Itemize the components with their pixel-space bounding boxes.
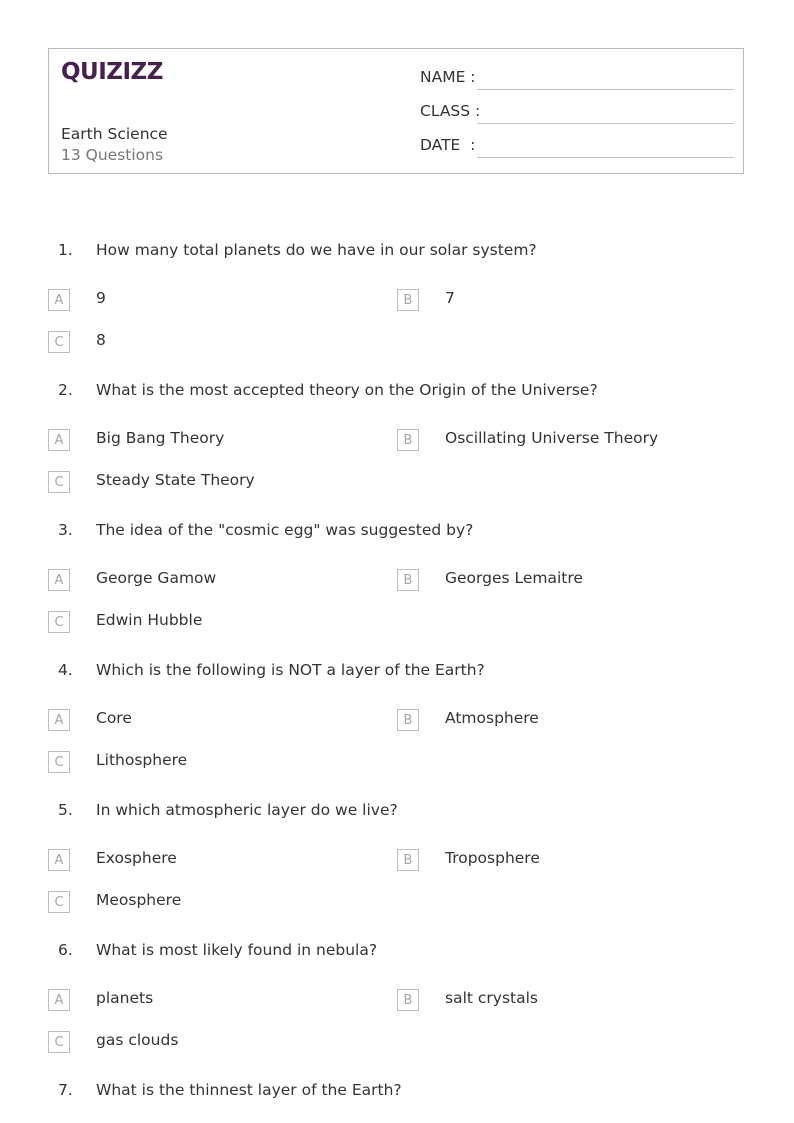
name-line[interactable] <box>477 89 734 90</box>
option-letter-box[interactable]: B <box>397 569 419 591</box>
option-text: Meosphere <box>96 891 182 909</box>
question-number: 2. <box>58 381 73 399</box>
option-letter-box[interactable]: B <box>397 849 419 871</box>
question-number: 5. <box>58 801 73 819</box>
option-text: salt crystals <box>445 989 538 1007</box>
question-2 <box>0 381 794 521</box>
question-3 <box>0 521 794 661</box>
option-letter-box[interactable]: C <box>48 1031 70 1053</box>
question-number: 4. <box>58 661 73 679</box>
class-label: CLASS : <box>420 102 481 120</box>
question-6 <box>0 941 794 1081</box>
question-text: How many total planets do we have in our solar system? <box>96 241 537 259</box>
option-text: planets <box>96 989 154 1007</box>
option-text: Steady State Theory <box>96 471 255 489</box>
option-text: Oscillating Universe Theory <box>445 429 659 447</box>
option-letter-box[interactable]: A <box>48 849 70 871</box>
option-text: Core <box>96 709 132 727</box>
question-text: What is most likely found in nebula? <box>96 941 378 959</box>
option-text: Troposphere <box>445 849 540 867</box>
option-letter-box[interactable]: C <box>48 471 70 493</box>
question-1 <box>0 241 794 381</box>
question-number: 1. <box>58 241 73 259</box>
option-text: 7 <box>445 289 455 307</box>
option-letter-box[interactable]: B <box>397 989 419 1011</box>
question-text: Which is the following is NOT a layer of the Earth? <box>96 661 485 679</box>
class-field[interactable] <box>420 102 734 124</box>
question-text: What is the thinnest layer of the Earth? <box>96 1081 402 1099</box>
name-label: NAME : <box>420 68 476 86</box>
name-field[interactable] <box>420 68 734 90</box>
option-letter-box[interactable]: C <box>48 331 70 353</box>
question-number: 6. <box>58 941 73 959</box>
option-letter-box[interactable]: C <box>48 891 70 913</box>
question-4 <box>0 661 794 801</box>
option-text: Lithosphere <box>96 751 188 769</box>
option-text: 8 <box>96 331 106 349</box>
question-7 <box>0 1081 794 1111</box>
option-letter-box[interactable]: A <box>48 289 70 311</box>
option-letter-box[interactable]: B <box>397 289 419 311</box>
question-number: 3. <box>58 521 73 539</box>
question-text: In which atmospheric layer do we live? <box>96 801 398 819</box>
worksheet-header <box>48 48 744 174</box>
date-line[interactable] <box>477 157 734 158</box>
question-number: 7. <box>58 1081 73 1099</box>
option-text: 9 <box>96 289 106 307</box>
quizizz-logo: QUIZIZZ <box>61 59 163 85</box>
option-text: Atmosphere <box>445 709 539 727</box>
option-letter-box[interactable]: A <box>48 989 70 1011</box>
date-label: DATE : <box>420 136 476 154</box>
question-5 <box>0 801 794 941</box>
option-text: Big Bang Theory <box>96 429 225 447</box>
option-letter-box[interactable]: A <box>48 429 70 451</box>
class-line[interactable] <box>477 123 734 124</box>
option-text: Georges Lemaitre <box>445 569 583 587</box>
question-text: What is the most accepted theory on the Origin of the Universe? <box>96 381 598 399</box>
question-text: The idea of the "cosmic egg" was suggested by? <box>96 521 474 539</box>
option-letter-box[interactable]: A <box>48 709 70 731</box>
option-letter-box[interactable]: C <box>48 611 70 633</box>
worksheet-subject: Earth Science <box>61 125 168 143</box>
option-letter-box[interactable]: B <box>397 709 419 731</box>
option-text: Exosphere <box>96 849 177 867</box>
option-text: Edwin Hubble <box>96 611 203 629</box>
date-field[interactable] <box>420 136 734 158</box>
question-count: 13 Questions <box>61 146 164 164</box>
option-text: gas clouds <box>96 1031 179 1049</box>
option-letter-box[interactable]: C <box>48 751 70 773</box>
option-letter-box[interactable]: A <box>48 569 70 591</box>
option-text: George Gamow <box>96 569 217 587</box>
option-letter-box[interactable]: B <box>397 429 419 451</box>
